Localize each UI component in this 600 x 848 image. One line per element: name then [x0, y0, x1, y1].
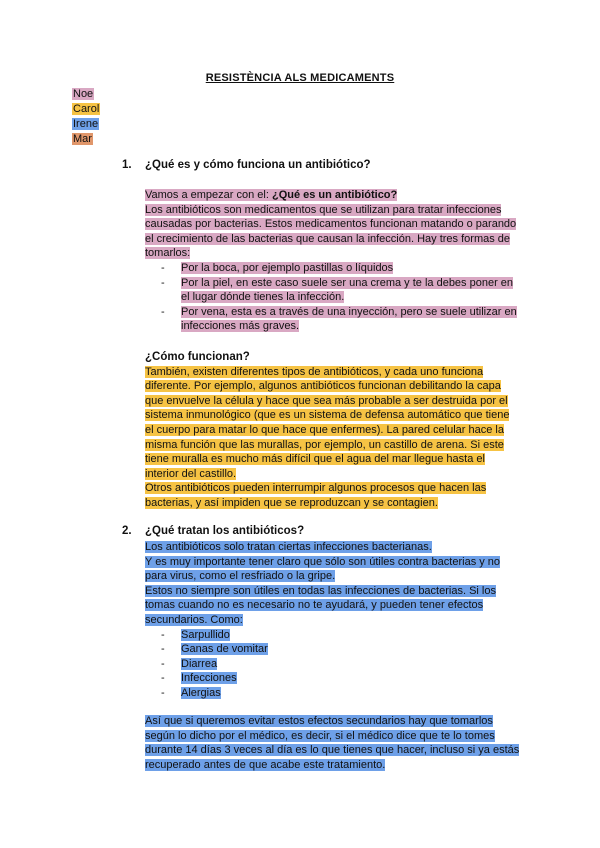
how-paragraph-2: Otros antibióticos pueden interrumpir algunos procesos que hacen las bacterias, y así impiden que se reproduzcan y se contagien.	[145, 482, 487, 509]
author-name: Noe	[73, 88, 94, 100]
section-1-pink-block	[145, 188, 520, 334]
author-name: Mar	[73, 133, 92, 145]
list-item-text: Alergias	[181, 686, 221, 699]
list-item-text: Por vena, esta es a través de una inyección, pero se suele utilizar en infecciones más graves.	[181, 305, 517, 333]
list-item-text: Por la boca, por ejemplo pastillas o líquidos	[181, 261, 394, 274]
intro-lead: Vamos a empezar con el:	[145, 189, 272, 201]
list-item: - Alergias	[161, 686, 221, 699]
closing-paragraph: Así que si queremos evitar estos efectos secundarios hay que tomarlos según lo dicho por el médico, es decir, si el médico dice que te lo tomes durante 14 días 3 veces al día es lo que tienes que hacer, incluso si ya estás recuperado antes de que acabe este tratamiento.	[145, 715, 520, 771]
section-number: 2.	[122, 525, 132, 537]
list-item: - Por la piel, en este caso suele ser una crema y te la debes poner en el lugar dónde tienes la infección.	[161, 276, 514, 304]
forms-list	[145, 261, 520, 334]
list-item: - Por la boca, por ejemplo pastillas o líquidos	[161, 261, 394, 274]
list-item: - Infecciones	[161, 672, 237, 685]
section-2-blue-block	[145, 540, 520, 701]
paragraph: Los antibióticos solo tratan ciertas infecciones bacterianas.	[145, 541, 432, 553]
section-1-heading	[122, 159, 371, 171]
intro-question: ¿Qué es un antibiótico?	[271, 189, 398, 201]
definition-paragraph: Los antibióticos son medicamentos que se utilizan para tratar infecciones causadas por bacterias. Estos medicamentos funcionan matando o parando el crecimiento de las bacterias que causan la infección. Hay tres formas de tomarlos:	[145, 203, 517, 260]
list-item: - Diarrea	[161, 657, 218, 670]
section-heading-text: ¿Qué tratan los antibióticos?	[145, 525, 305, 537]
author-list	[72, 87, 100, 147]
section-number: 1.	[122, 159, 132, 171]
list-item-text: Sarpullido	[181, 628, 230, 641]
list-item-text: Ganas de vomitar	[181, 643, 268, 656]
paragraph: Estos no siempre son útiles en todas las infecciones de bacterias. Si los tomas cuando no es necesario no te ayudará, y pueden tener efectos secundarios. Como:	[145, 584, 496, 626]
document-title: RESISTÈNCIA ALS MEDICAMENTS	[205, 72, 395, 84]
list-item: - Sarpullido	[161, 628, 230, 641]
author-name: Irene	[73, 118, 99, 130]
paragraph: Y es muy importante tener claro que sólo son útiles contra bacterias y no para virus, como el resfriado o la gripe.	[145, 555, 501, 583]
list-item-text: Infecciones	[181, 672, 237, 685]
how-paragraph: También, existen diferentes tipos de antibióticos, y cada uno funciona diferente. Por ejemplo, algunos antibióticos funcionan debilitando la capa que envuelve la célula y hace que sea más probable a ser destruida por el sistema inmunológico (que es un sistema de defensa automático que tiene el cuerpo para matar lo que hace que enfermes). La pared celular hace la misma función que las murallas, por ejemplo, un castillo de arena. Si este tiene muralla es mucho más difícil que el agua del mar llegue hasta el interior del castillo.	[145, 365, 510, 480]
section-2-heading	[122, 525, 304, 537]
author-name: Carol	[73, 103, 100, 115]
effects-list	[145, 628, 520, 701]
list-item-text: Por la piel, en este caso suele ser una crema y te la debes poner en el lugar dónde tienes la infección.	[181, 276, 514, 304]
section-1-yellow-block	[145, 350, 520, 511]
list-item-text: Diarrea	[181, 657, 218, 670]
list-item: - Por vena, esta es a través de una inyección, pero se suele utilizar en infecciones más graves.	[161, 305, 517, 333]
sub-heading: ¿Cómo funcionan?	[145, 351, 250, 363]
section-heading-text: ¿Qué es y cómo funciona un antibiótico?	[145, 159, 371, 171]
list-item: - Ganas de vomitar	[161, 643, 268, 656]
section-2-closing-block	[145, 714, 520, 772]
